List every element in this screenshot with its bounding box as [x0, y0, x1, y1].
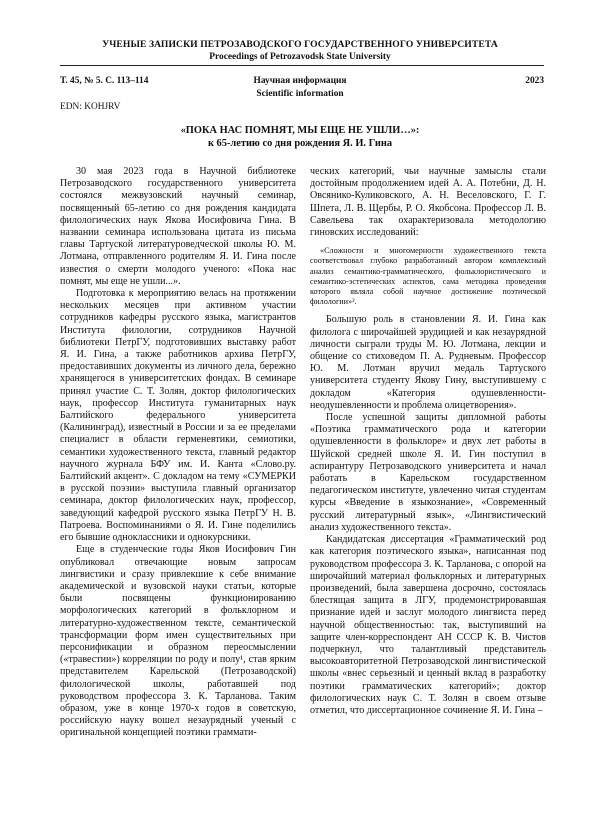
year: 2023: [525, 76, 544, 86]
section-ru: Научная информация: [253, 76, 347, 86]
journal-subtitle: Proceedings of Petrozavodsk State University: [209, 52, 391, 62]
left-column: [60, 166, 296, 740]
paragraph: Подготовка к мероприятию велась на протяжении нескольких месяцев при активном участии сотрудников кафедры русского языка, магистрантов Института филологии, сотрудников Научной библиотеки ПетрГУ, подготовивших выставку работ Я. И. Гина, а также работников архива ПетрГУ, предоставивших документы из личного дела, бережно хранящегося в университетских фондах. В семинаре принял участие С. Т. Золян, доктор филологических наук, профессор Института гуманитарных наук Балтийского федерального университета (Калининград), известный в России и за ее пределами специалист в области герменевтики, семиотики, семантики художественного текста, главный редактор научного журнала БФУ им. И. Канта «Слово.ру. Балтийский акцент». С докладом на тему «СУМЕРКИ в русской поэзии» выступила главный организатор семинара, доктор филологических наук, профессор, заведующий кафедрой русского языка ПетрГУ Н. В. Патроева. Воспоминаниями о Я. И. Гине поделились его бывшие одноклассники и однокурсники.: [60, 288, 296, 544]
right-column: [310, 166, 546, 717]
paragraph: Еще в студенческие годы Яков Иосифович Гин опубликовал отвечающие новым запросам лингвистики и сразу привлекшие к себе внимание академической и вузовской науки статьи, которые были посвящены функционированию морфологических категорий в фольклорном и литературно-художественном тексте, семантической трансформации форм имен существительных при персонификации и образном переосмыслении («травестии») корреляции по роду и полу¹, став ярким представителем Карельской (Петрозаводской) филологической школы, работавшей под руководством профессора З. К. Тарланова. Таким образом, уже в конце 1970-х годов в советскую, российскую науку вошел незаурядный ученый с оригинальной концепцией поэтики граммати-: [60, 544, 296, 739]
journal-title: УЧЕНЫЕ ЗАПИСКИ ПЕТРОЗАВОДСКОГО ГОСУДАРСТВЕННОГО УНИВЕРСИТЕТА: [102, 39, 498, 50]
section-en: Scientific information: [256, 89, 344, 99]
header-divider: [60, 65, 544, 66]
article-title: «ПОКА НАС ПОМНЯТ, МЫ ЕЩЕ НЕ УШЛИ…»:: [180, 125, 420, 136]
article-subtitle: к 65-летию со дня рождения Я. И. Гина: [207, 138, 393, 149]
paragraph: ческих категорий, чьи научные замыслы стали достойным продолжением идей А. А. Потебни, Д. Н. Овсянико-Куликовского, А. Н. Веселовского, Г. Г. Шпета, Л. В. Щербы, Р. О. Якобсона. Профессор Л. В. Савельева так охарактеризовала методологию гиновских исследований:: [310, 166, 546, 239]
paragraph: Кандидатская диссертация «Грамматический род как категория поэтического языка», написанная под руководством профессора З. К. Тарланова, с опорой на широчайший материал фольклорных и литературных произведений, была завершена досрочно, состоялась блестящая защита в ЛГУ, продемонстрировавшая признание идей и заслуг молодого лингвиста перед научной общественностью: так, выступивший на защите член-корреспондент АН СССР К. В. Чистов подчеркнул, что талантливый представитель высокоавторитетной Петрозаводской лингвистической школы «внес серьезный и ценный вклад в разработку поэтики грамматических категорий»; доктор филологических наук С. Т. Золян в своем отзыве отметил, что диссертационное сочинение Я. И. Гина –: [310, 534, 546, 716]
paragraph: Большую роль в становлении Я. И. Гина как филолога с широчайшей эрудицией и как незаурядной личности сыграли труды М. Ю. Лотмана, лекции и общение со стиховедом П. А. Рудневым. Профессор Ю. М. Лотман вручил медаль Тартуского университета студенту Якову Гину, выступившему с докладом «Категория одушевленности-неодушевленности и проблема олицетворения».: [310, 314, 546, 411]
paragraph: После успешной защиты дипломной работы «Поэтика грамматического рода и категории одушевленности в фольклоре» и двух лет работы в Шуйской средней школе Я. И. Гин поступил в аспирантуру Петрозаводского университета и начал работать в Карельском государственном педагогическом институте, увлеченно читая студентам курсы «Введение в языкознание», «Современный русский литературный язык», «Лингвистический анализ художественного текста».: [310, 412, 546, 533]
paragraph: 30 мая 2023 года в Научной библиотеке Петрозаводского государственного университета состоялся межвузовский научный семинар, посвященный 65-летию со дня рождения кандидата филологических наук Якова Иосифовича Гина. В названии семинара использована цитата из письма главы Тартуской литературоведческой школы Ю. М. Лотмана, отправленного родителям Я. И. Гина после известия о смерти молодого ученого: «Пока нас помнят, мы еще не ушли...».: [60, 166, 296, 287]
block-quote: «Сложности и многомерности художественного текста соответствовал глубоко разработанный автором комплексный анализ семантико-грамматического, фольклористического и семантико-эстетических аспектов, сама методика проведения которого являла собой научное достижение поэтической филологии»².: [310, 246, 546, 307]
edn-code: EDN: KOHJRV: [60, 102, 121, 112]
volume-info: Т. 45, № 5. С. 113–114: [60, 76, 149, 86]
